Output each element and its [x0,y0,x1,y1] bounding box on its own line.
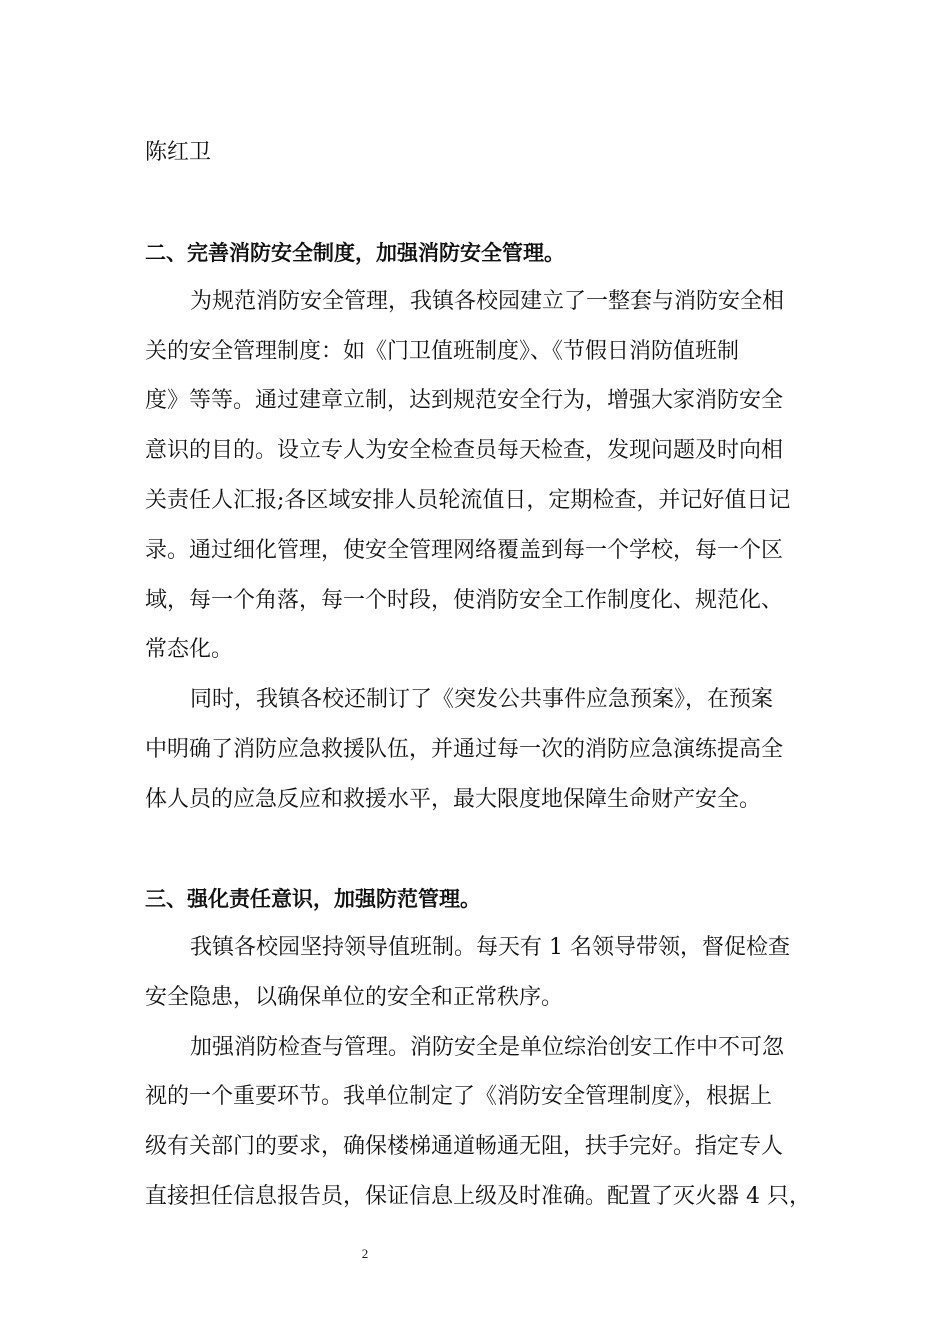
paragraph-line: 级有关部门的要求，确保楼梯通道畅通无阻，扶手完好。指定专人 [145,1134,784,1159]
author-name: 陈红卫 [145,140,212,165]
paragraph-line: 我镇各校园坚持领导值班制。每天有 1 名领导带领，督促检查 [190,935,790,960]
paragraph-line: 体人员的应急反应和救援水平，最大限度地保障生命财产安全。 [145,787,762,812]
paragraph-line: 关责任人汇报;各区域安排人员轮流值日，定期检查，并记好值日记 [145,488,791,513]
paragraph-line: 关的安全管理制度：如《门卫值班制度》、《节假日消防值班制 [145,339,740,364]
paragraph-line: 录。通过细化管理，使安全管理网络覆盖到每一个学校，每一个区 [145,538,784,563]
paragraph-line: 视的一个重要环节。我单位制定了《消防安全管理制度》，根据上 [145,1084,773,1109]
paragraph-line: 意识的目的。设立专人为安全检查员每天检查，发现问题及时向相 [145,438,784,463]
paragraph-line: 直接担任信息报告员，保证信息上级及时准确。配置了灭火器 4 只， [145,1184,811,1209]
paragraph-line: 常态化。 [145,637,234,662]
paragraph-line: 中明确了消防应急救援队伍，并通过每一次的消防应急演练提高全 [145,737,784,762]
section-heading-2: 二、完善消防安全制度，加强消防安全管理。 [145,241,565,265]
page-number: 2 [361,1246,369,1261]
section-heading-3: 三、强化责任意识，加强防范管理。 [145,887,481,911]
paragraph-line: 加强消防检查与管理。消防安全是单位综治创安工作中不可忽 [190,1035,785,1060]
paragraph-line: 度》等等。通过建章立制，达到规范安全行为，增强大家消防安全 [145,388,784,413]
paragraph-line: 域，每一个角落，每一个时段，使消防安全工作制度化、规范化、 [145,588,784,613]
paragraph-line: 同时，我镇各校还制订了《突发公共事件应急预案》，在预案 [190,687,774,712]
paragraph-line: 安全隐患，以确保单位的安全和正常秩序。 [145,985,564,1010]
paragraph-line: 为规范消防安全管理，我镇各校园建立了一整套与消防安全相 [190,289,785,314]
